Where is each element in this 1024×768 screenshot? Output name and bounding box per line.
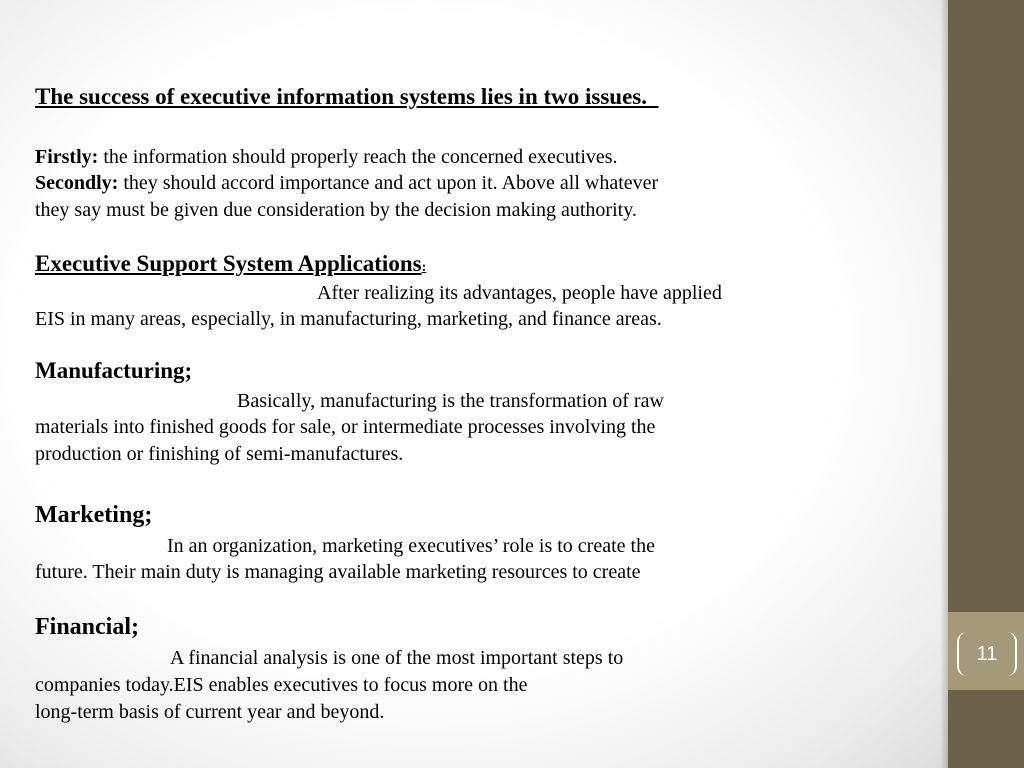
page-number	[957, 632, 1017, 676]
ess-heading-text: Executive Support System Applications	[35, 251, 422, 276]
secondly-continuation: they say must be given due consideration by the decision making authority.	[35, 199, 637, 221]
financial-line-1: A financial analysis is one of the most important steps to	[170, 647, 624, 669]
marketing-heading: Marketing;	[35, 502, 153, 528]
manufacturing-line-3: production or finishing of semi-manufactures.	[35, 443, 404, 465]
marketing-line-2: future. Their main duty is managing available marketing resources to create	[35, 561, 641, 583]
sidebar-shadow	[940, 0, 948, 768]
manufacturing-line-2: materials into finished goods for sale, or intermediate processes involving the	[35, 416, 656, 438]
firstly-label: Firstly:	[35, 146, 99, 168]
marketing-line-1: In an organization, marketing executives’ role is to create the	[167, 535, 655, 557]
ess-line-2: EIS in many areas, especially, in manufacturing, marketing, and finance areas.	[35, 308, 662, 330]
secondly-paragraph	[35, 170, 658, 196]
secondly-text: they should accord importance and act upon it. Above all whatever	[118, 172, 659, 194]
financial-line-3: long-term basis of current year and beyond.	[35, 701, 385, 723]
slide-title-trailing	[647, 84, 659, 109]
firstly-text: the information should properly reach the concerned executives.	[98, 146, 618, 168]
manufacturing-heading: Manufacturing;	[35, 358, 193, 383]
financial-heading: Financial;	[35, 614, 140, 640]
page-number-text: 11	[976, 642, 998, 665]
secondly-label: Secondly:	[35, 172, 119, 194]
slide-title	[35, 84, 659, 110]
firstly-paragraph	[35, 144, 618, 170]
ess-heading-colon: :	[421, 260, 427, 275]
ess-heading	[35, 251, 426, 281]
financial-line-2: companies today.EIS enables executives to focus more on the	[35, 674, 528, 696]
ess-line-1: After realizing its advantages, people have applied	[317, 282, 722, 304]
slide-title-text: The success of executive information systems lies in two issues.	[35, 84, 648, 109]
manufacturing-line-1: Basically, manufacturing is the transformation of raw	[237, 390, 664, 412]
